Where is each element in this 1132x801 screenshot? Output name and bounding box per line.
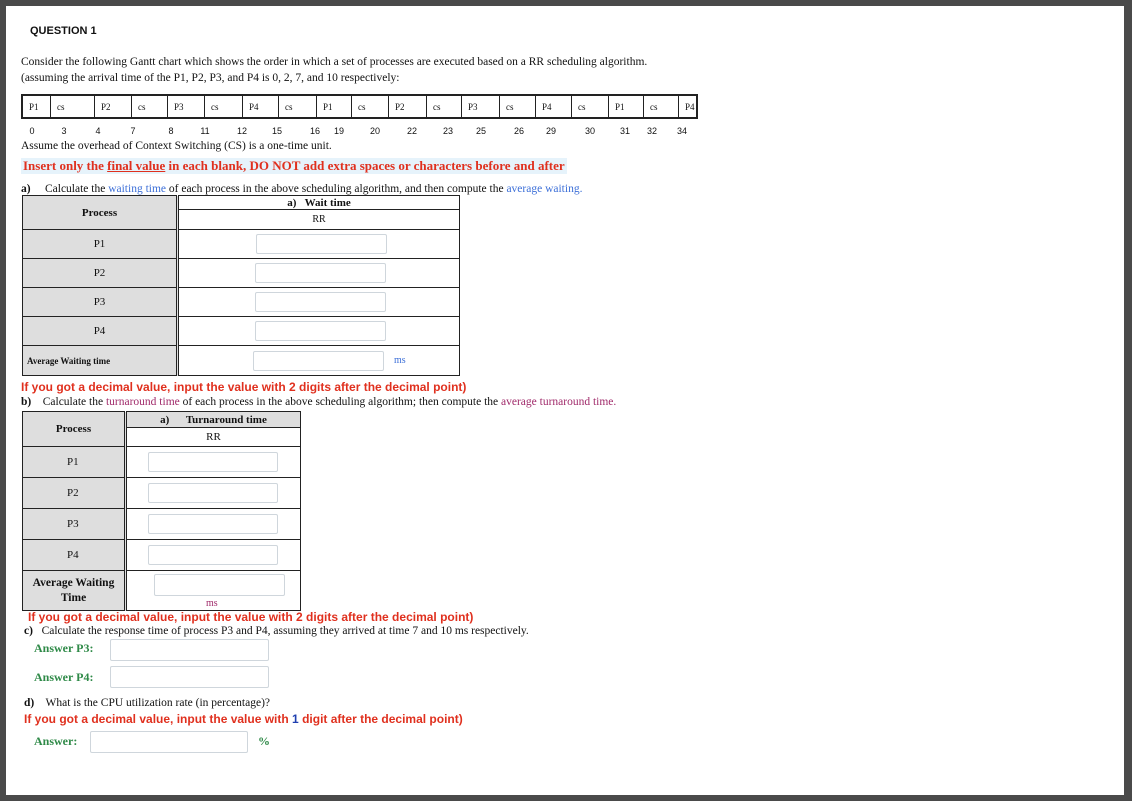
answer-p3-input[interactable] — [110, 639, 269, 661]
gantt-block: cs — [644, 96, 679, 117]
cpu-answer-label: Answer: — [34, 734, 78, 748]
part-b-text-pre: Calculate the — [42, 396, 106, 408]
question-title: QUESTION 1 — [30, 25, 97, 37]
intro-line-2: (assuming the arrival time of the P1, P2, P3, and P4 is 0, 2, 7, and 10 respectively: — [21, 72, 400, 84]
gantt-time: 12 — [236, 126, 247, 136]
answer-p3-label: Answer P3: — [34, 641, 94, 655]
wait-row-label: P3 — [23, 288, 178, 317]
wait-time-input-p4[interactable] — [255, 321, 386, 341]
turnaround-table — [22, 411, 301, 611]
part-d-prompt — [24, 697, 270, 709]
answer-p4-label: Answer P4: — [34, 670, 94, 684]
part-c-letter: c) — [24, 625, 33, 637]
gantt-block: cs — [572, 96, 609, 117]
gantt-time: 15 — [271, 126, 282, 136]
tat-header-title — [126, 412, 301, 428]
gantt-block: cs — [205, 96, 243, 117]
wait-row-label: P1 — [23, 230, 178, 259]
gantt-block: cs — [500, 96, 536, 117]
gantt-block: cs — [279, 96, 317, 117]
gantt-block: P1 — [609, 96, 644, 117]
gantt-time: 16 — [309, 126, 320, 136]
part-b-decimal-note: If you got a decimal value, input the value with 2 digits after the decimal point) — [28, 610, 474, 624]
cpu-percent-unit: % — [258, 734, 270, 748]
question-page — [6, 6, 1124, 795]
wait-row-label: P2 — [23, 259, 178, 288]
part-c-text: Calculate the response time of process P3 and P4, assuming they arrived at time 7 and 10 ms respectively. — [41, 625, 529, 637]
gantt-time: 22 — [406, 126, 417, 136]
gantt-time: 23 — [442, 126, 453, 136]
wait-row-cell — [178, 288, 460, 317]
tat-header-tat: Turnaround time — [185, 413, 267, 426]
tat-row-cell — [126, 447, 301, 478]
tat-row-label: P4 — [23, 540, 126, 571]
part-a-link-waiting-time: waiting time — [108, 183, 167, 195]
wait-row-cell — [178, 230, 460, 259]
wait-header-sub: a) — [287, 196, 297, 209]
avg-tat-label-line1: Average Waiting — [32, 576, 115, 589]
cpu-utilization-input[interactable] — [90, 731, 248, 753]
gantt-time: 34 — [676, 126, 687, 136]
gantt-time: 4 — [95, 126, 101, 136]
gantt-time: 25 — [475, 126, 486, 136]
gantt-block: cs — [352, 96, 389, 117]
gantt-block: cs — [427, 96, 462, 117]
wait-header-rr: RR — [178, 210, 460, 230]
tat-input-p4[interactable] — [148, 545, 278, 565]
intro-line-1: Consider the following Gantt chart which shows the order in which a set of processes are executed based on a RR scheduling algorithm. — [21, 56, 648, 68]
part-a-link-average-waiting: average waiting. — [506, 183, 583, 195]
avg-waiting-unit: ms — [394, 355, 406, 366]
gantt-block: P4 — [243, 96, 279, 117]
part-a-prompt — [21, 183, 582, 195]
part-d-note-post: digit after the decimal point) — [298, 712, 463, 726]
gantt-time: 7 — [130, 126, 136, 136]
gantt-time: 20 — [369, 126, 380, 136]
gantt-time: 3 — [61, 126, 67, 136]
wait-time-input-p2[interactable] — [255, 263, 386, 283]
gantt-time: 19 — [333, 126, 344, 136]
part-b-link-average-turnaround: average turnaround time. — [501, 396, 617, 408]
tat-header-rr: RR — [126, 428, 301, 447]
gantt-block: P2 — [389, 96, 427, 117]
gantt-block: P3 — [462, 96, 500, 117]
gantt-block: P1 — [317, 96, 352, 117]
part-b-letter: b) — [21, 396, 32, 408]
wait-row-cell — [178, 317, 460, 346]
answer-p4-input[interactable] — [110, 666, 269, 688]
gantt-time: 8 — [168, 126, 174, 136]
instruction-banner — [21, 158, 567, 174]
part-b-link-turnaround-time: turnaround time — [105, 396, 180, 408]
gantt-block: cs — [132, 96, 168, 117]
part-b-prompt — [21, 396, 616, 408]
tat-header-sub: a) — [160, 413, 170, 426]
part-b-text-mid: of each process in the above scheduling algorithm; then compute the — [179, 396, 502, 408]
tat-row-label: P1 — [23, 447, 126, 478]
avg-waiting-cell — [178, 346, 460, 376]
avg-tat-label — [23, 571, 126, 611]
tat-input-p3[interactable] — [148, 514, 278, 534]
gantt-time: 26 — [513, 126, 524, 136]
gantt-time: 30 — [584, 126, 595, 136]
part-d-letter: d) — [24, 697, 35, 709]
wait-time-input-p1[interactable] — [256, 234, 387, 254]
overhead-note: Assume the overhead of Context Switching (CS) is a one-time unit. — [21, 140, 332, 152]
avg-tat-unit: ms — [206, 598, 218, 609]
gantt-time: 0 — [29, 126, 35, 136]
wait-header-process: Process — [23, 196, 178, 230]
instruction-post: in each blank, DO NOT add extra spaces or characters before and after — [165, 158, 565, 173]
avg-waiting-input[interactable] — [253, 351, 384, 371]
wait-time-table — [22, 195, 460, 376]
part-a-decimal-note: If you got a decimal value, input the value with 2 digits after the decimal point) — [21, 380, 467, 394]
avg-tat-label-line2: Time — [60, 591, 87, 604]
wait-row-label: P4 — [23, 317, 178, 346]
part-a-letter: a) — [21, 183, 31, 195]
part-d-note-pre: If you got a decimal value, input the value with — [24, 712, 293, 726]
tat-row-cell — [126, 478, 301, 509]
wait-time-input-p3[interactable] — [255, 292, 386, 312]
avg-tat-cell — [126, 571, 301, 611]
part-d-note-num: 1 — [292, 712, 299, 726]
tat-row-cell — [126, 509, 301, 540]
instruction-pre: Insert only the — [23, 158, 108, 173]
wait-header-title — [178, 196, 460, 210]
tat-header-process: Process — [23, 412, 126, 447]
gantt-chart — [21, 94, 698, 119]
part-a-text-mid: of each process in the above scheduling algorithm, and then compute the — [166, 183, 507, 195]
part-d-decimal-note — [24, 712, 463, 726]
tat-row-cell — [126, 540, 301, 571]
gantt-time: 29 — [545, 126, 556, 136]
tat-input-p1[interactable] — [148, 452, 278, 472]
instruction-underlined: final value — [107, 158, 166, 173]
gantt-block: P2 — [95, 96, 132, 117]
gantt-time: 32 — [646, 126, 657, 136]
avg-waiting-label: Average Waiting time — [23, 346, 178, 376]
part-d-text: What is the CPU utilization rate (in percentage)? — [45, 697, 271, 709]
part-a-text-pre: Calculate the — [44, 183, 109, 195]
avg-tat-input[interactable] — [154, 574, 285, 596]
part-c-prompt — [24, 625, 529, 637]
gantt-block: P4 — [536, 96, 572, 117]
gantt-block: P3 — [168, 96, 205, 117]
tat-row-label: P3 — [23, 509, 126, 540]
gantt-time: 11 — [200, 126, 210, 136]
tat-input-p2[interactable] — [148, 483, 278, 503]
gantt-block: P4 — [685, 101, 695, 112]
gantt-block: P1 — [23, 96, 51, 117]
gantt-block: cs — [51, 96, 95, 117]
wait-header-wait: Wait time — [304, 196, 351, 209]
tat-row-label: P2 — [23, 478, 126, 509]
wait-row-cell — [178, 259, 460, 288]
gantt-time: 31 — [619, 126, 630, 136]
